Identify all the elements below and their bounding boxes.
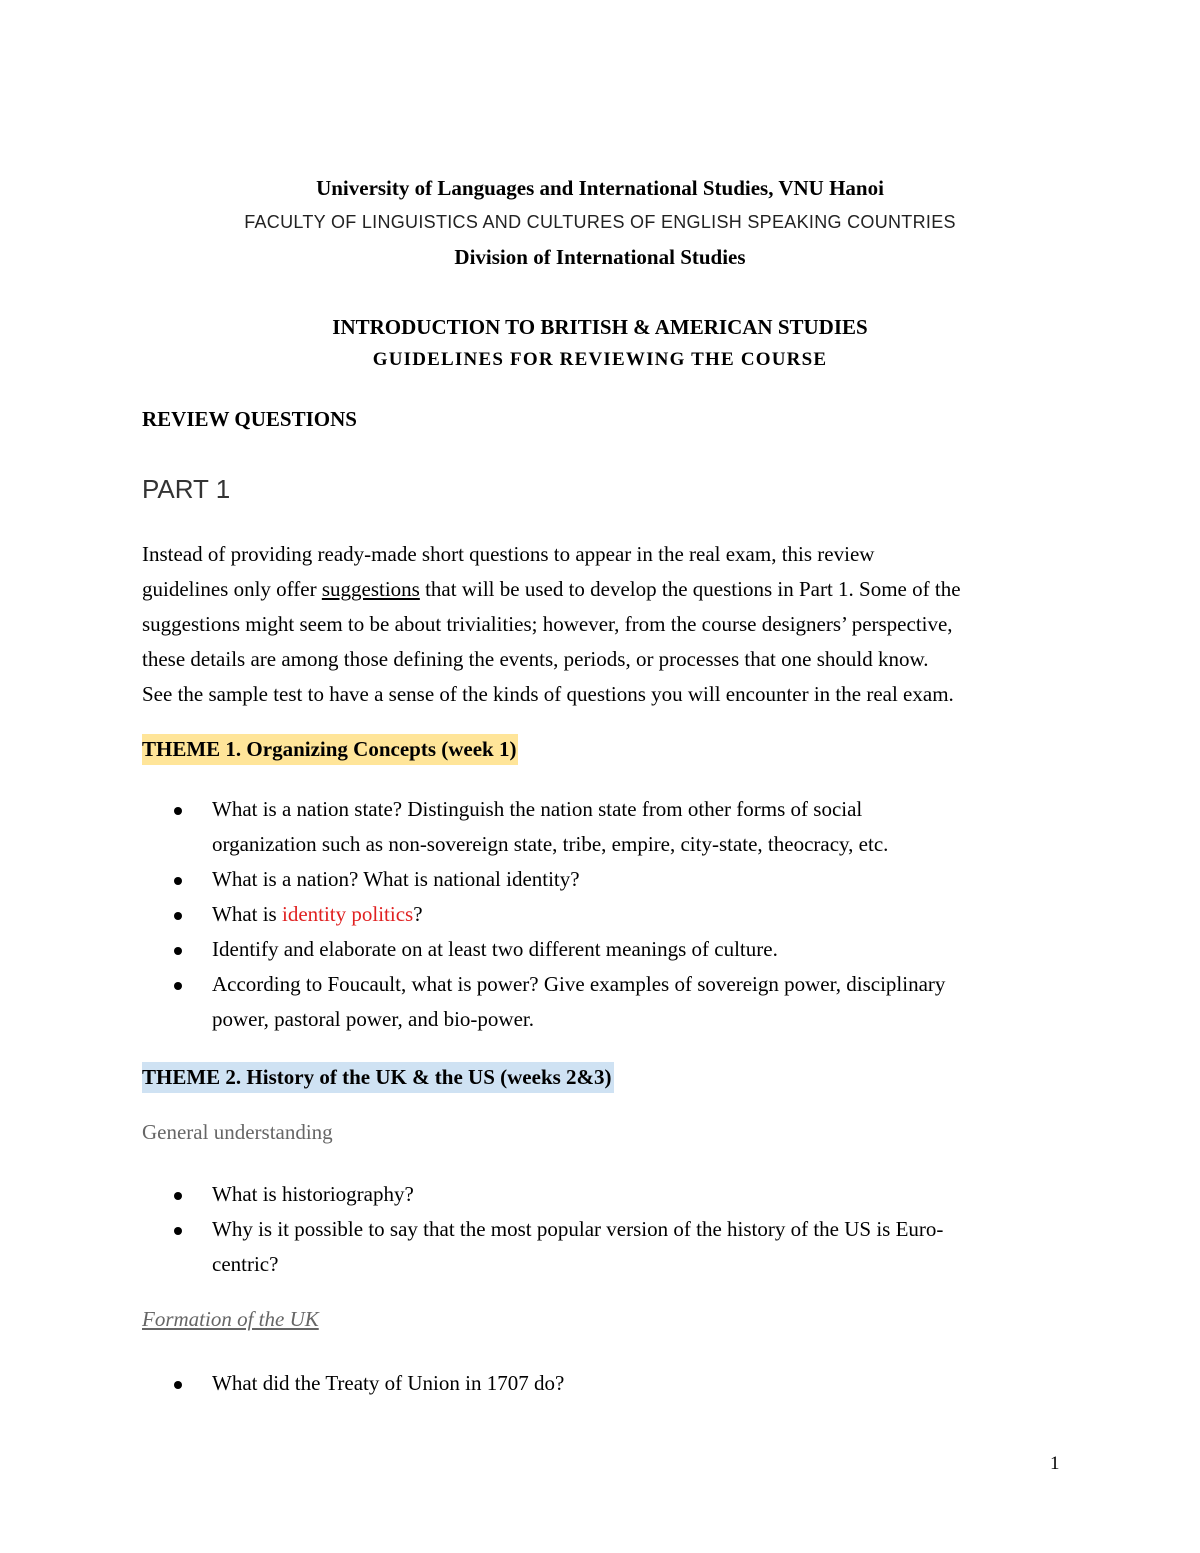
intro-paragraph xyxy=(142,537,1072,712)
list-item xyxy=(172,967,945,1037)
review-questions-heading: REVIEW QUESTIONS xyxy=(142,407,357,431)
bullet-icon xyxy=(174,982,182,990)
course-title: INTRODUCTION TO BRITISH & AMERICAN STUDIES xyxy=(332,315,868,339)
general-understanding-list xyxy=(172,1177,943,1282)
intro-line: these details are among those defining the events, periods, or processes that one should know. xyxy=(142,647,929,671)
list-item-text xyxy=(212,897,945,932)
theme-1-heading: THEME 1. Organizing Concepts (week 1) xyxy=(142,734,518,765)
list-item xyxy=(172,932,945,967)
course-subtitle: GUIDELINES FOR REVIEWING THE COURSE xyxy=(372,349,828,370)
identity-politics-highlight: identity politics xyxy=(281,902,414,926)
list-item-text: What is historiography? xyxy=(212,1182,414,1206)
list-item xyxy=(172,1212,943,1282)
list-item xyxy=(172,792,945,862)
bullet-icon xyxy=(174,877,182,885)
university-name: University of Languages and International Studies, VNU Hanoi xyxy=(316,176,884,200)
list-item-text-part: What is xyxy=(212,902,282,926)
general-understanding-heading: General understanding xyxy=(142,1120,333,1144)
list-item-text: Why is it possible to say that the most popular version of the history of the US is Euro- xyxy=(212,1217,944,1241)
intro-line xyxy=(142,572,1072,607)
page-number: 1 xyxy=(1050,1453,1060,1474)
list-item-text: What is a nation state? Distinguish the nation state from other forms of social xyxy=(212,797,863,821)
bullet-icon xyxy=(174,912,182,920)
list-item xyxy=(172,1177,943,1212)
intro-text: guidelines only offer xyxy=(142,577,322,601)
bullet-icon xyxy=(174,807,182,815)
theme-2-heading: THEME 2. History of the UK & the US (weeks 2&3) xyxy=(142,1062,614,1093)
list-item xyxy=(172,862,945,897)
list-item-text: centric? xyxy=(212,1252,279,1276)
bullet-icon xyxy=(174,1381,182,1389)
formation-of-uk-heading: Formation of the UK xyxy=(142,1307,319,1331)
intro-line: Instead of providing ready-made short questions to appear in the real exam, this review xyxy=(142,542,875,566)
suggestions-underlined: suggestions xyxy=(321,577,420,601)
formation-of-uk-list xyxy=(172,1366,564,1401)
list-item-text: organization such as non-sovereign state, tribe, empire, city-state, theocracy, etc. xyxy=(212,832,889,856)
list-item-text: According to Foucault, what is power? Give examples of sovereign power, disciplinary xyxy=(212,972,946,996)
bullet-icon xyxy=(174,947,182,955)
intro-line: suggestions might seem to be about trivialities; however, from the course designers’ perspective, xyxy=(142,612,953,636)
theme-1-question-list xyxy=(172,792,945,1037)
list-item-text: What did the Treaty of Union in 1707 do? xyxy=(212,1371,565,1395)
list-item xyxy=(172,897,945,932)
list-item-text-part: ? xyxy=(413,902,423,926)
faculty-name: FACULTY OF LINGUISTICS AND CULTURES OF ENGLISH SPEAKING COUNTRIES xyxy=(244,212,956,232)
intro-line: See the sample test to have a sense of the kinds of questions you will encounter in the real exam. xyxy=(142,682,954,706)
intro-text: that will be used to develop the questions in Part 1. Some of the xyxy=(419,577,961,601)
division-name: Division of International Studies xyxy=(454,245,746,269)
bullet-icon xyxy=(174,1227,182,1235)
list-item xyxy=(172,1366,564,1401)
list-item-text: power, pastoral power, and bio-power. xyxy=(212,1007,534,1031)
part-1-heading: PART 1 xyxy=(142,474,231,504)
list-item-text: What is a nation? What is national identity? xyxy=(212,867,580,891)
bullet-icon xyxy=(174,1192,182,1200)
list-item-text: Identify and elaborate on at least two different meanings of culture. xyxy=(212,937,778,961)
